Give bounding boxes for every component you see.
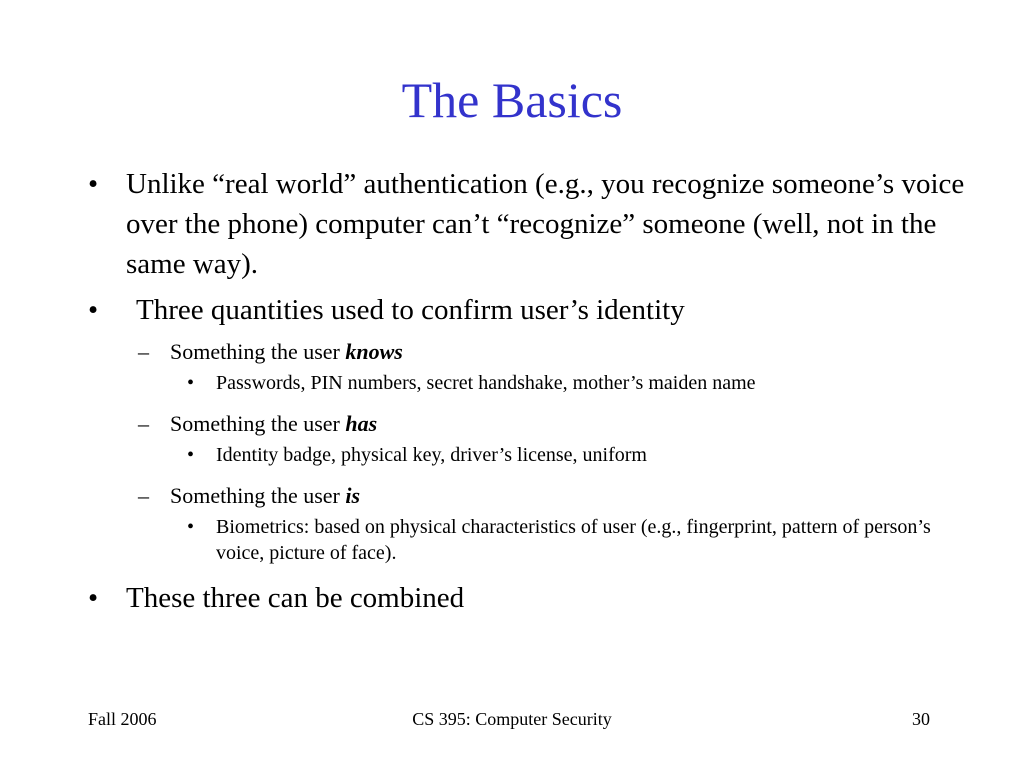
sub-item-prefix: Something the user xyxy=(170,483,346,508)
sub-item-prefix: Something the user xyxy=(170,411,346,436)
bullet-item xyxy=(88,290,968,330)
bullet-marker: • xyxy=(88,294,99,326)
sub-item-emphasis: is xyxy=(345,483,361,508)
bullet-marker: • xyxy=(88,582,99,614)
footer-date: Fall 2006 xyxy=(88,709,157,729)
bullet-marker: • xyxy=(187,516,195,538)
dash-marker: – xyxy=(138,411,149,436)
detail-item xyxy=(88,370,968,396)
detail-item xyxy=(88,442,968,468)
detail-item xyxy=(88,514,968,566)
sub-item-is xyxy=(88,480,968,512)
bullet-marker: • xyxy=(187,372,195,394)
sub-item-has xyxy=(88,408,968,440)
bullet-text: Unlike “real world” authentication (e.g., you recognize someone’s voice over the phone) computer can’t “recognize” someone (well, not in the same way). xyxy=(126,168,965,280)
sub-item-emphasis: knows xyxy=(345,339,403,364)
bullet-item xyxy=(88,164,968,284)
sub-item-knows xyxy=(88,336,968,368)
detail-text: Identity badge, physical key, driver’s license, uniform xyxy=(216,444,647,466)
slide-content xyxy=(88,164,968,624)
sub-item-prefix: Something the user xyxy=(170,339,346,364)
detail-text: Passwords, PIN numbers, secret handshake, mother’s maiden name xyxy=(216,372,756,394)
dash-marker: – xyxy=(138,483,149,508)
slide-title: The Basics xyxy=(401,72,623,128)
bullet-item xyxy=(88,578,968,618)
bullet-marker: • xyxy=(88,168,99,200)
sub-item-emphasis: has xyxy=(345,411,378,436)
detail-text: Biometrics: based on physical characteristics of user (e.g., fingerprint, pattern of person’s voice, picture of face). xyxy=(216,516,931,564)
bullet-marker: • xyxy=(187,444,195,466)
footer-course: CS 395: Computer Security xyxy=(412,709,612,729)
footer-page-number: 30 xyxy=(912,709,930,729)
dash-marker: – xyxy=(138,339,149,364)
bullet-text: These three can be combined xyxy=(126,582,465,614)
bullet-text: Three quantities used to confirm user’s identity xyxy=(136,294,685,326)
